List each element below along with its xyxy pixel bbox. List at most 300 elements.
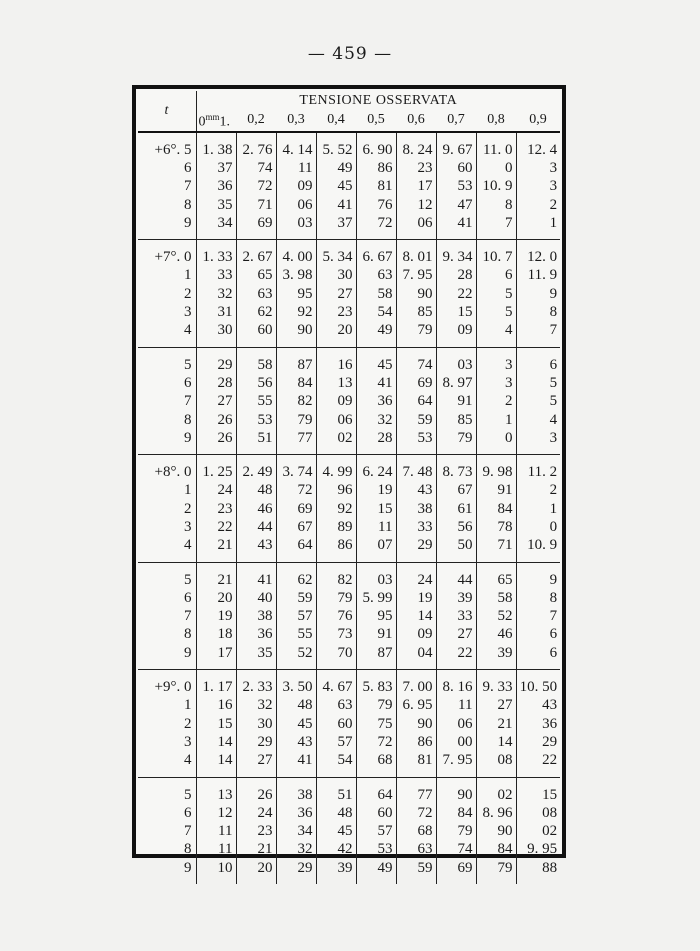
value-cell: 14 xyxy=(196,734,236,752)
value-cell: 39 xyxy=(436,590,476,608)
value-cell: 52 xyxy=(276,645,316,670)
value-cell: 89 xyxy=(316,519,356,537)
value-cell: 29 xyxy=(396,537,436,562)
value-cell: 64 xyxy=(396,393,436,411)
value-cell: 19 xyxy=(396,590,436,608)
value-cell: 76 xyxy=(316,608,356,626)
temperature-cell: 9 xyxy=(138,215,196,240)
value-cell: 1. 17 xyxy=(196,670,236,698)
value-cell: 07 xyxy=(356,537,396,562)
value-cell: 50 xyxy=(436,537,476,562)
value-cell: 5 xyxy=(476,286,516,304)
temperature-cell: 9 xyxy=(138,860,196,884)
value-cell: 56 xyxy=(236,375,276,393)
value-cell: 55 xyxy=(236,393,276,411)
value-cell: 45 xyxy=(276,716,316,734)
value-cell: 90 xyxy=(476,823,516,841)
value-cell: 23 xyxy=(236,823,276,841)
value-cell: 24 xyxy=(236,805,276,823)
value-cell: 45 xyxy=(316,178,356,196)
value-cell: 27 xyxy=(316,286,356,304)
value-cell: 10. 7 xyxy=(476,240,516,268)
value-cell: 84 xyxy=(476,501,516,519)
table-row xyxy=(138,590,560,608)
value-cell: 3. 74 xyxy=(276,455,316,483)
temperature-cell: 7 xyxy=(138,823,196,841)
value-cell: 24 xyxy=(396,562,436,590)
value-cell: 4. 99 xyxy=(316,455,356,483)
value-cell: 75 xyxy=(356,716,396,734)
value-cell: 16 xyxy=(196,697,236,715)
value-cell: 38 xyxy=(236,608,276,626)
value-cell: 5. 52 xyxy=(316,132,356,160)
value-cell: 51 xyxy=(316,777,356,805)
value-cell: 12 xyxy=(396,197,436,215)
value-cell: 10. 9 xyxy=(516,537,560,562)
value-cell: 21 xyxy=(196,562,236,590)
value-cell: 72 xyxy=(356,215,396,240)
value-cell: 56 xyxy=(436,519,476,537)
value-cell: 51 xyxy=(236,430,276,455)
temperature-cell: 7 xyxy=(138,393,196,411)
value-cell: 09 xyxy=(276,178,316,196)
value-cell: 8. 73 xyxy=(436,455,476,483)
value-cell: 6. 24 xyxy=(356,455,396,483)
value-cell: 1 xyxy=(476,412,516,430)
value-cell: 0 xyxy=(476,430,516,455)
value-cell: 70 xyxy=(316,645,356,670)
value-cell: 36 xyxy=(356,393,396,411)
value-cell: 32 xyxy=(236,697,276,715)
value-cell: 27 xyxy=(436,626,476,644)
table-row xyxy=(138,841,560,859)
value-cell: 22 xyxy=(516,752,560,777)
value-cell: 18 xyxy=(196,626,236,644)
column-header: 0,8 xyxy=(476,109,516,132)
value-cell: 48 xyxy=(276,697,316,715)
value-cell: 1. 25 xyxy=(196,455,236,483)
value-cell: 7. 00 xyxy=(396,670,436,698)
value-cell: 27 xyxy=(476,697,516,715)
value-cell: 65 xyxy=(476,562,516,590)
value-cell: 29 xyxy=(516,734,560,752)
temperature-cell: 8 xyxy=(138,197,196,215)
value-cell: 8. 16 xyxy=(436,670,476,698)
value-cell: 39 xyxy=(476,645,516,670)
value-cell: 7 xyxy=(476,215,516,240)
value-cell: 34 xyxy=(276,823,316,841)
value-cell: 58 xyxy=(236,347,276,375)
value-cell: 79 xyxy=(476,860,516,884)
value-cell: 09 xyxy=(316,393,356,411)
value-cell: 60 xyxy=(316,716,356,734)
value-cell: 9 xyxy=(516,286,560,304)
value-cell: 15 xyxy=(356,501,396,519)
value-cell: 5 xyxy=(516,393,560,411)
column-headers xyxy=(138,109,560,132)
value-cell: 34 xyxy=(196,215,236,240)
value-cell: 81 xyxy=(356,178,396,196)
value-cell: 11. 9 xyxy=(516,267,560,285)
value-cell: 79 xyxy=(436,430,476,455)
table-row xyxy=(138,240,560,268)
temperature-cell: 3 xyxy=(138,519,196,537)
value-cell: 3. 98 xyxy=(276,267,316,285)
temperature-cell: 5 xyxy=(138,777,196,805)
temperature-cell: 8 xyxy=(138,626,196,644)
value-cell: 33 xyxy=(436,608,476,626)
value-cell: 53 xyxy=(436,178,476,196)
value-cell: 10. 9 xyxy=(476,178,516,196)
value-cell: 90 xyxy=(436,777,476,805)
value-cell: 7. 95 xyxy=(396,267,436,285)
temperature-cell: 1 xyxy=(138,697,196,715)
value-cell: 48 xyxy=(316,805,356,823)
value-cell: 43 xyxy=(396,482,436,500)
value-cell: 6. 90 xyxy=(356,132,396,160)
value-cell: 13 xyxy=(316,375,356,393)
value-cell: 84 xyxy=(276,375,316,393)
value-cell: 08 xyxy=(476,752,516,777)
value-cell: 78 xyxy=(476,519,516,537)
temperature-cell: 4 xyxy=(138,322,196,347)
value-cell: 44 xyxy=(236,519,276,537)
value-cell: 41 xyxy=(236,562,276,590)
value-cell: 8 xyxy=(516,304,560,322)
value-cell: 10 xyxy=(196,860,236,884)
value-cell: 02 xyxy=(316,430,356,455)
value-cell: 91 xyxy=(476,482,516,500)
value-cell: 9. 95 xyxy=(516,841,560,859)
value-cell: 03 xyxy=(356,562,396,590)
value-cell: 36 xyxy=(236,626,276,644)
column-header: 0,9 xyxy=(516,109,560,132)
table-row xyxy=(138,716,560,734)
temperature-cell: 4 xyxy=(138,537,196,562)
value-cell: 69 xyxy=(276,501,316,519)
value-cell: 5. 99 xyxy=(356,590,396,608)
value-cell: 4. 14 xyxy=(276,132,316,160)
value-cell: 49 xyxy=(316,160,356,178)
value-cell: 92 xyxy=(276,304,316,322)
temperature-cell: 1 xyxy=(138,267,196,285)
value-cell: 35 xyxy=(236,645,276,670)
value-cell: 59 xyxy=(396,860,436,884)
table-row xyxy=(138,537,560,562)
value-cell: 6 xyxy=(516,347,560,375)
value-cell: 22 xyxy=(436,645,476,670)
value-cell: 5. 34 xyxy=(316,240,356,268)
value-cell: 1. 38 xyxy=(196,132,236,160)
value-cell: 90 xyxy=(396,716,436,734)
value-cell: 6 xyxy=(516,626,560,644)
value-cell: 77 xyxy=(396,777,436,805)
value-cell: 37 xyxy=(196,160,236,178)
value-cell: 06 xyxy=(396,215,436,240)
temperature-cell: 6 xyxy=(138,160,196,178)
value-cell: 8. 96 xyxy=(476,805,516,823)
value-cell: 7 xyxy=(516,608,560,626)
value-cell: 17 xyxy=(196,645,236,670)
table-row xyxy=(138,562,560,590)
value-cell: 44 xyxy=(436,562,476,590)
value-cell: 69 xyxy=(236,215,276,240)
table-row xyxy=(138,823,560,841)
value-cell: 19 xyxy=(196,608,236,626)
temperature-cell: 3 xyxy=(138,304,196,322)
value-cell: 57 xyxy=(356,823,396,841)
temperature-cell: 6 xyxy=(138,590,196,608)
value-cell: 72 xyxy=(356,734,396,752)
value-cell: 68 xyxy=(356,752,396,777)
value-cell: 26 xyxy=(196,412,236,430)
value-cell: 22 xyxy=(196,519,236,537)
table-row xyxy=(138,393,560,411)
value-cell: 63 xyxy=(236,286,276,304)
value-cell: 87 xyxy=(356,645,396,670)
temperature-cell: 5 xyxy=(138,562,196,590)
value-cell: 91 xyxy=(436,393,476,411)
temperature-cell: +7°. 0 xyxy=(138,240,196,268)
value-cell: 88 xyxy=(516,860,560,884)
value-cell: 9 xyxy=(516,562,560,590)
value-cell: 11. 0 xyxy=(476,132,516,160)
value-cell: 11 xyxy=(436,697,476,715)
t-column-header: t xyxy=(138,91,196,132)
table-row xyxy=(138,347,560,375)
value-cell: 48 xyxy=(236,482,276,500)
value-cell: 6 xyxy=(476,267,516,285)
value-cell: 2 xyxy=(516,482,560,500)
value-cell: 69 xyxy=(436,860,476,884)
value-cell: 74 xyxy=(436,841,476,859)
table-title: TENSIONE OSSERVATA xyxy=(299,92,458,108)
temperature-cell: +9°. 0 xyxy=(138,670,196,698)
table-row xyxy=(138,304,560,322)
temperature-cell: 8 xyxy=(138,412,196,430)
table-row xyxy=(138,645,560,670)
value-cell: 61 xyxy=(436,501,476,519)
value-cell: 9. 34 xyxy=(436,240,476,268)
value-cell: 64 xyxy=(276,537,316,562)
value-cell: 3. 50 xyxy=(276,670,316,698)
value-cell: 2 xyxy=(516,197,560,215)
value-cell: 28 xyxy=(436,267,476,285)
value-cell: 3 xyxy=(516,430,560,455)
value-cell: 2. 49 xyxy=(236,455,276,483)
value-cell: 91 xyxy=(356,626,396,644)
value-cell: 49 xyxy=(356,860,396,884)
value-cell: 30 xyxy=(236,716,276,734)
value-cell: 26 xyxy=(196,430,236,455)
column-header: 0,6 xyxy=(396,109,436,132)
value-cell: 43 xyxy=(516,697,560,715)
value-cell: 1. 33 xyxy=(196,240,236,268)
value-cell: 38 xyxy=(396,501,436,519)
value-cell: 5 xyxy=(516,375,560,393)
value-cell: 74 xyxy=(236,160,276,178)
value-cell: 12. 0 xyxy=(516,240,560,268)
table-row xyxy=(138,501,560,519)
table-row xyxy=(138,286,560,304)
value-cell: 47 xyxy=(436,197,476,215)
value-cell: 60 xyxy=(356,805,396,823)
value-cell: 29 xyxy=(196,347,236,375)
value-cell: 23 xyxy=(316,304,356,322)
table-row xyxy=(138,734,560,752)
value-cell: 46 xyxy=(476,626,516,644)
value-cell: 3 xyxy=(476,375,516,393)
value-cell: 03 xyxy=(436,347,476,375)
table-row xyxy=(138,267,560,285)
temperature-cell: 6 xyxy=(138,375,196,393)
value-cell: 19 xyxy=(356,482,396,500)
value-cell: 86 xyxy=(316,537,356,562)
value-cell: 15 xyxy=(436,304,476,322)
value-cell: 9. 98 xyxy=(476,455,516,483)
value-cell: 8. 24 xyxy=(396,132,436,160)
value-cell: 2. 76 xyxy=(236,132,276,160)
value-cell: 2 xyxy=(476,393,516,411)
value-cell: 36 xyxy=(516,716,560,734)
value-cell: 23 xyxy=(196,501,236,519)
value-cell: 58 xyxy=(356,286,396,304)
value-cell: 35 xyxy=(196,197,236,215)
value-cell: 3 xyxy=(516,160,560,178)
value-cell: 79 xyxy=(356,697,396,715)
temperature-cell: 9 xyxy=(138,645,196,670)
value-cell: 12 xyxy=(196,805,236,823)
temperature-cell: 3 xyxy=(138,734,196,752)
temperature-cell: 2 xyxy=(138,501,196,519)
value-cell: 17 xyxy=(396,178,436,196)
value-cell: 2. 33 xyxy=(236,670,276,698)
temperature-cell: 2 xyxy=(138,286,196,304)
value-cell: 43 xyxy=(236,537,276,562)
value-cell: 09 xyxy=(396,626,436,644)
value-cell: 58 xyxy=(476,590,516,608)
value-cell: 00 xyxy=(436,734,476,752)
value-cell: 4. 00 xyxy=(276,240,316,268)
table-row xyxy=(138,430,560,455)
value-cell: 53 xyxy=(396,430,436,455)
value-cell: 14 xyxy=(396,608,436,626)
value-cell: 13 xyxy=(196,777,236,805)
value-cell: 36 xyxy=(196,178,236,196)
value-cell: 54 xyxy=(356,304,396,322)
value-cell: 11. 2 xyxy=(516,455,560,483)
value-cell: 4 xyxy=(476,322,516,347)
table-body xyxy=(138,132,560,884)
value-cell: 5. 83 xyxy=(356,670,396,698)
value-cell: 64 xyxy=(356,777,396,805)
value-cell: 23 xyxy=(396,160,436,178)
value-cell: 45 xyxy=(356,347,396,375)
value-cell: 20 xyxy=(236,860,276,884)
value-cell: 52 xyxy=(476,608,516,626)
value-cell: 55 xyxy=(276,626,316,644)
table-row xyxy=(138,412,560,430)
value-cell: 27 xyxy=(196,393,236,411)
column-header: 0,4 xyxy=(316,109,356,132)
value-cell: 11 xyxy=(196,823,236,841)
column-header: 0,5 xyxy=(356,109,396,132)
table-row xyxy=(138,322,560,347)
value-cell: 62 xyxy=(276,562,316,590)
value-cell: 63 xyxy=(316,697,356,715)
value-cell: 20 xyxy=(316,322,356,347)
value-cell: 57 xyxy=(316,734,356,752)
value-cell: 04 xyxy=(396,645,436,670)
value-cell: 1 xyxy=(516,501,560,519)
value-cell: 46 xyxy=(236,501,276,519)
value-cell: 1 xyxy=(516,215,560,240)
value-cell: 59 xyxy=(276,590,316,608)
value-cell: 77 xyxy=(276,430,316,455)
value-cell: 0 xyxy=(476,160,516,178)
table-row xyxy=(138,375,560,393)
value-cell: 3 xyxy=(476,347,516,375)
temperature-cell: 6 xyxy=(138,805,196,823)
value-cell: 0 xyxy=(516,519,560,537)
value-cell: 11 xyxy=(196,841,236,859)
value-cell: 84 xyxy=(436,805,476,823)
column-header: $0^{mm}1$. xyxy=(196,109,236,132)
value-cell: 30 xyxy=(316,267,356,285)
value-cell: 22 xyxy=(436,286,476,304)
value-cell: 41 xyxy=(316,197,356,215)
temperature-cell: +6°. 5 xyxy=(138,132,196,160)
value-cell: 59 xyxy=(396,412,436,430)
value-cell: 27 xyxy=(236,752,276,777)
value-cell: 20 xyxy=(196,590,236,608)
table-row xyxy=(138,160,560,178)
value-cell: 5 xyxy=(476,304,516,322)
value-cell: 95 xyxy=(356,608,396,626)
value-cell: 68 xyxy=(396,823,436,841)
value-cell: 36 xyxy=(276,805,316,823)
value-cell: 3 xyxy=(516,178,560,196)
temperature-cell: 8 xyxy=(138,841,196,859)
temperature-cell: 5 xyxy=(138,347,196,375)
value-cell: 29 xyxy=(236,734,276,752)
value-cell: 63 xyxy=(356,267,396,285)
value-cell: 62 xyxy=(236,304,276,322)
value-cell: 49 xyxy=(356,322,396,347)
value-cell: 6 xyxy=(516,645,560,670)
value-cell: 6. 67 xyxy=(356,240,396,268)
temperature-cell: 4 xyxy=(138,752,196,777)
value-cell: 11 xyxy=(356,519,396,537)
value-cell: 32 xyxy=(196,286,236,304)
value-cell: 7. 95 xyxy=(436,752,476,777)
value-cell: 81 xyxy=(396,752,436,777)
value-cell: 79 xyxy=(396,322,436,347)
value-cell: 9. 67 xyxy=(436,132,476,160)
temperature-cell: 7 xyxy=(138,608,196,626)
value-cell: 95 xyxy=(276,286,316,304)
value-cell: 79 xyxy=(436,823,476,841)
value-cell: 86 xyxy=(356,160,396,178)
temperature-cell: 2 xyxy=(138,716,196,734)
table-row xyxy=(138,197,560,215)
value-cell: 72 xyxy=(276,482,316,500)
value-cell: 21 xyxy=(196,537,236,562)
value-cell: 82 xyxy=(316,562,356,590)
value-cell: 45 xyxy=(316,823,356,841)
value-cell: 67 xyxy=(276,519,316,537)
value-cell: 6. 95 xyxy=(396,697,436,715)
